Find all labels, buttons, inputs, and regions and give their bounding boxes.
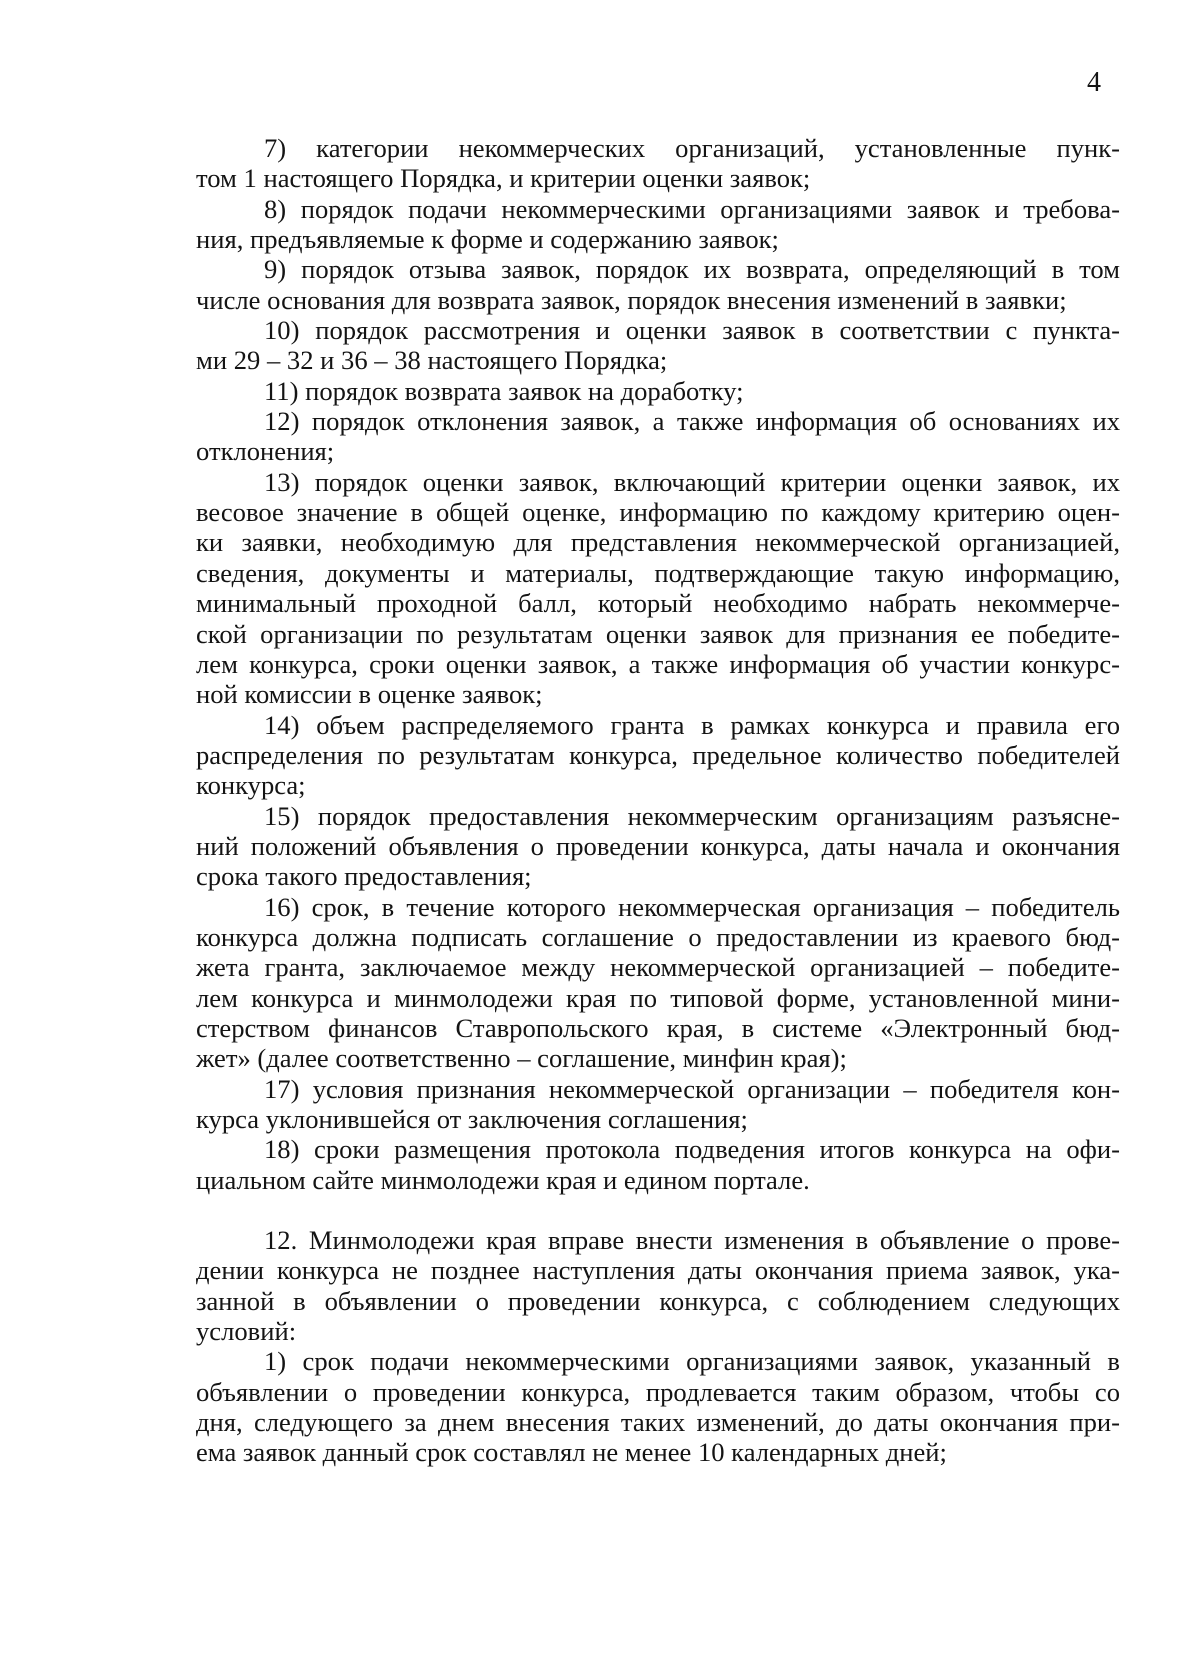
text-line: ми 29 – 32 и 36 – 38 настоящего Порядка; (196, 345, 668, 376)
text-line: жета гранта, заключаемое между некоммерческой организацией – победите- (196, 952, 1120, 983)
text-line: занной в объявлении о проведении конкурса, с соблюдением следующих (196, 1285, 1120, 1316)
list-item-9 (196, 254, 1120, 315)
text-line: стерством финансов Ставропольского края, в системе «Электронный бюд- (196, 1012, 1120, 1043)
list-item-15 (196, 801, 1120, 892)
text-line: сведения, документы и материалы, подтверждающие такую информацию, (196, 557, 1120, 588)
text-line: ний положений объявления о проведении конкурса, даты начала и окончания (196, 830, 1120, 861)
text-line: 14) объем распределяемого гранта в рамках конкурса и правила его (264, 709, 1120, 740)
list-item-12 (196, 406, 1120, 467)
text-line: 7) категории некоммерческих организаций, установленные пунк- (264, 133, 1120, 163)
text-line: ки заявки, необходимую для представления некоммерческой организацией, (196, 527, 1120, 558)
list-item-10 (196, 315, 1120, 376)
text-line: конкурса должна подписать соглашение о предоставлении из краевого бюд- (196, 921, 1120, 952)
text-line: ема заявок данный срок составлял не менее 10 календарных дней; (196, 1437, 947, 1468)
text-line: 12) порядок отклонения заявок, а также информация об основаниях их (264, 406, 1120, 437)
text-line: объявлении о проведении конкурса, продлевается таким образом, чтобы со (196, 1376, 1120, 1407)
text-line: циальном сайте минмолодежи края и едином портале. (196, 1164, 810, 1195)
text-line: 1) срок подачи некоммерческими организациями заявок, указанный в (264, 1346, 1120, 1377)
text-line: 9) порядок отзыва заявок, порядок их возврата, определяющий в том (264, 254, 1120, 285)
text-line: 11) порядок возврата заявок на доработку; (264, 375, 744, 406)
text-line: конкурса; (196, 770, 306, 801)
text-line: отклонения; (196, 436, 335, 467)
text-line: срока такого предоставления; (196, 861, 532, 892)
text-line: 17) условия признания некоммерческой организации – победителя кон- (264, 1073, 1120, 1104)
text-line: ской организации по результатам оценки заявок для признания ее победите- (196, 618, 1120, 649)
list-item-14 (196, 710, 1120, 801)
list-item-17 (196, 1074, 1120, 1135)
text-line: дении конкурса не позднее наступления даты окончания приема заявок, ука- (196, 1255, 1120, 1286)
text-line: 13) порядок оценки заявок, включающий критерии оценки заявок, их (264, 466, 1120, 497)
list-item-16 (196, 892, 1120, 1074)
text-line: распределения по результатам конкурса, предельное количество победителей (196, 739, 1120, 770)
list-item-18 (196, 1134, 1120, 1195)
clause-12 (196, 1225, 1120, 1346)
list-item-7 (196, 133, 1120, 194)
text-line: ной комиссии в оценке заявок; (196, 679, 543, 710)
text-line: 18) сроки размещения протокола подведения итогов конкурса на офи- (264, 1134, 1120, 1165)
text-line: 15) порядок предоставления некоммерческим организациям разъясне- (264, 800, 1120, 831)
text-line: 10) порядок рассмотрения и оценки заявок в соответствии с пункта- (264, 315, 1120, 346)
list-item-11 (196, 376, 1120, 406)
text-line: дня, следующего за днем внесения таких изменений, до даты окончания при- (196, 1407, 1120, 1438)
clause-12-item-1 (196, 1346, 1120, 1467)
text-line: жет» (далее соответственно – соглашение, минфин края); (196, 1043, 847, 1074)
paragraph-spacer (196, 1195, 1120, 1225)
text-line: лем конкурса, сроки оценки заявок, а также информация об участии конкурс- (196, 648, 1120, 679)
text-line: курса уклонившейся от заключения соглашения; (196, 1104, 748, 1134)
text-line: числе основания для возврата заявок, порядок внесения изменений в заявки; (196, 284, 1067, 315)
list-item-13 (196, 467, 1120, 710)
text-line: том 1 настоящего Порядка, и критерии оценки заявок; (196, 163, 811, 194)
text-line: условий: (196, 1316, 297, 1347)
document-body (196, 133, 1120, 1468)
text-line: 12. Минмолодежи края вправе внести изменения в объявление о прове- (264, 1225, 1120, 1256)
text-line: минимальный проходной балл, который необходимо набрать некоммерче- (196, 588, 1120, 619)
text-line: 8) порядок подачи некоммерческими организациями заявок и требова- (264, 193, 1120, 224)
list-item-8 (196, 194, 1120, 255)
text-line: весовое значение в общей оценке, информацию по каждому критерию оцен- (196, 497, 1120, 528)
text-line: 16) срок, в течение которого некоммерческая организация – победитель (264, 891, 1120, 922)
text-line: лем конкурса и минмолодежи края по типовой форме, установленной мини- (196, 982, 1120, 1013)
page-number: 4 (1087, 67, 1101, 98)
text-line: ния, предъявляемые к форме и содержанию заявок; (196, 224, 779, 255)
